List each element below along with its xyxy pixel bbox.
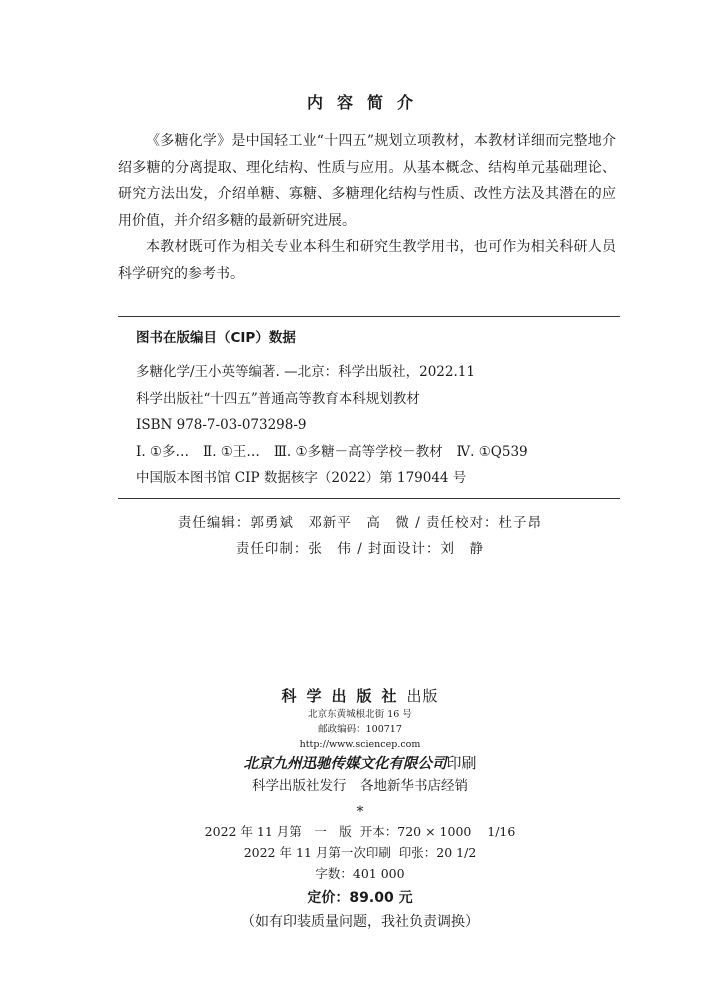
cip-class-1: Ⅰ. ①多… (136, 443, 190, 460)
intro-paragraph-2: 本教材既可作为相关专业本科生和研究生教学用书，也可作为相关科研人员科学研究的参考书。 (118, 239, 616, 282)
separator-star: * (356, 804, 364, 820)
cip-class-4: Ⅳ. ①Q539 (456, 443, 528, 460)
cip-bibliographic-line: 多糖化学/王小英等编著. —北京：科学出版社，2022.11 (136, 364, 475, 380)
cip-series-line: 科学出版社“十四五”普通高等教育本科规划教材 (136, 390, 420, 407)
cip-body (136, 359, 528, 492)
cip-class-3: Ⅲ. ①多糖－高等学校－教材 (273, 443, 443, 460)
publisher-name: 科学出版社 (281, 687, 407, 705)
intro-section (118, 128, 616, 287)
cip-isbn: ISBN 978-7-03-073298-9 (136, 417, 307, 433)
cip-data-block (118, 316, 620, 499)
price: 定价：89.00 元 (307, 890, 413, 906)
publisher-line (0, 685, 720, 707)
page-title: 内容简介 (306, 93, 427, 112)
publisher-postcode: 邮政编码：100717 (318, 724, 402, 735)
word-count: 字数：401 000 (315, 866, 405, 881)
publisher-url: http://www.sciencep.com (299, 739, 421, 750)
printer-name: 北京九州迅驰传媒文化有限公司 (243, 755, 447, 772)
printer-suffix: 印刷 (446, 754, 477, 772)
cip-heading: 图书在版编目（CIP）数据 (136, 330, 296, 346)
edition-line: 2022 年 11 月第 一 版 开本：720 × 1000 1/16 (204, 824, 516, 839)
intro-paragraph-1: 《多糖化学》是中国轻工业“十四五”规划立项教材，本教材详细而完整地介绍多糖的分离提取、理化结构、性质与应用。从基本概念、结构单元基础理论、研究方法出发，介绍单糖、寡糖、多糖理化结构与性质、改性方法及其潜在的应用价值，并介绍多糖的最新研究进展。 (118, 133, 616, 229)
distribution-line: 科学出版社发行 各地新华书店经销 (252, 778, 468, 794)
printing-line: 2022 年 11 月第一次印刷 印张：20 1/2 (243, 845, 477, 860)
publisher-suffix: 出版 (406, 687, 439, 705)
quality-note: （如有印装质量问题，我社负责调换） (241, 914, 479, 930)
publisher-block (0, 685, 720, 934)
staff-credits (0, 510, 720, 562)
staff-printing-line: 责任印制：张 伟 / 封面设计：刘 静 (235, 541, 485, 557)
publisher-address: 北京东黄城根北街 16 号 (308, 709, 412, 720)
staff-editors-line: 责任编辑：郭勇斌 邓新平 高 微 / 责任校对：杜子昂 (177, 515, 543, 531)
cip-check-number: 中国版本图书馆 CIP 数据核字（2022）第 179044 号 (136, 470, 467, 486)
cip-class-2: Ⅱ. ①王… (203, 443, 260, 460)
cip-classification-line (136, 439, 528, 466)
printer-line (0, 752, 720, 775)
